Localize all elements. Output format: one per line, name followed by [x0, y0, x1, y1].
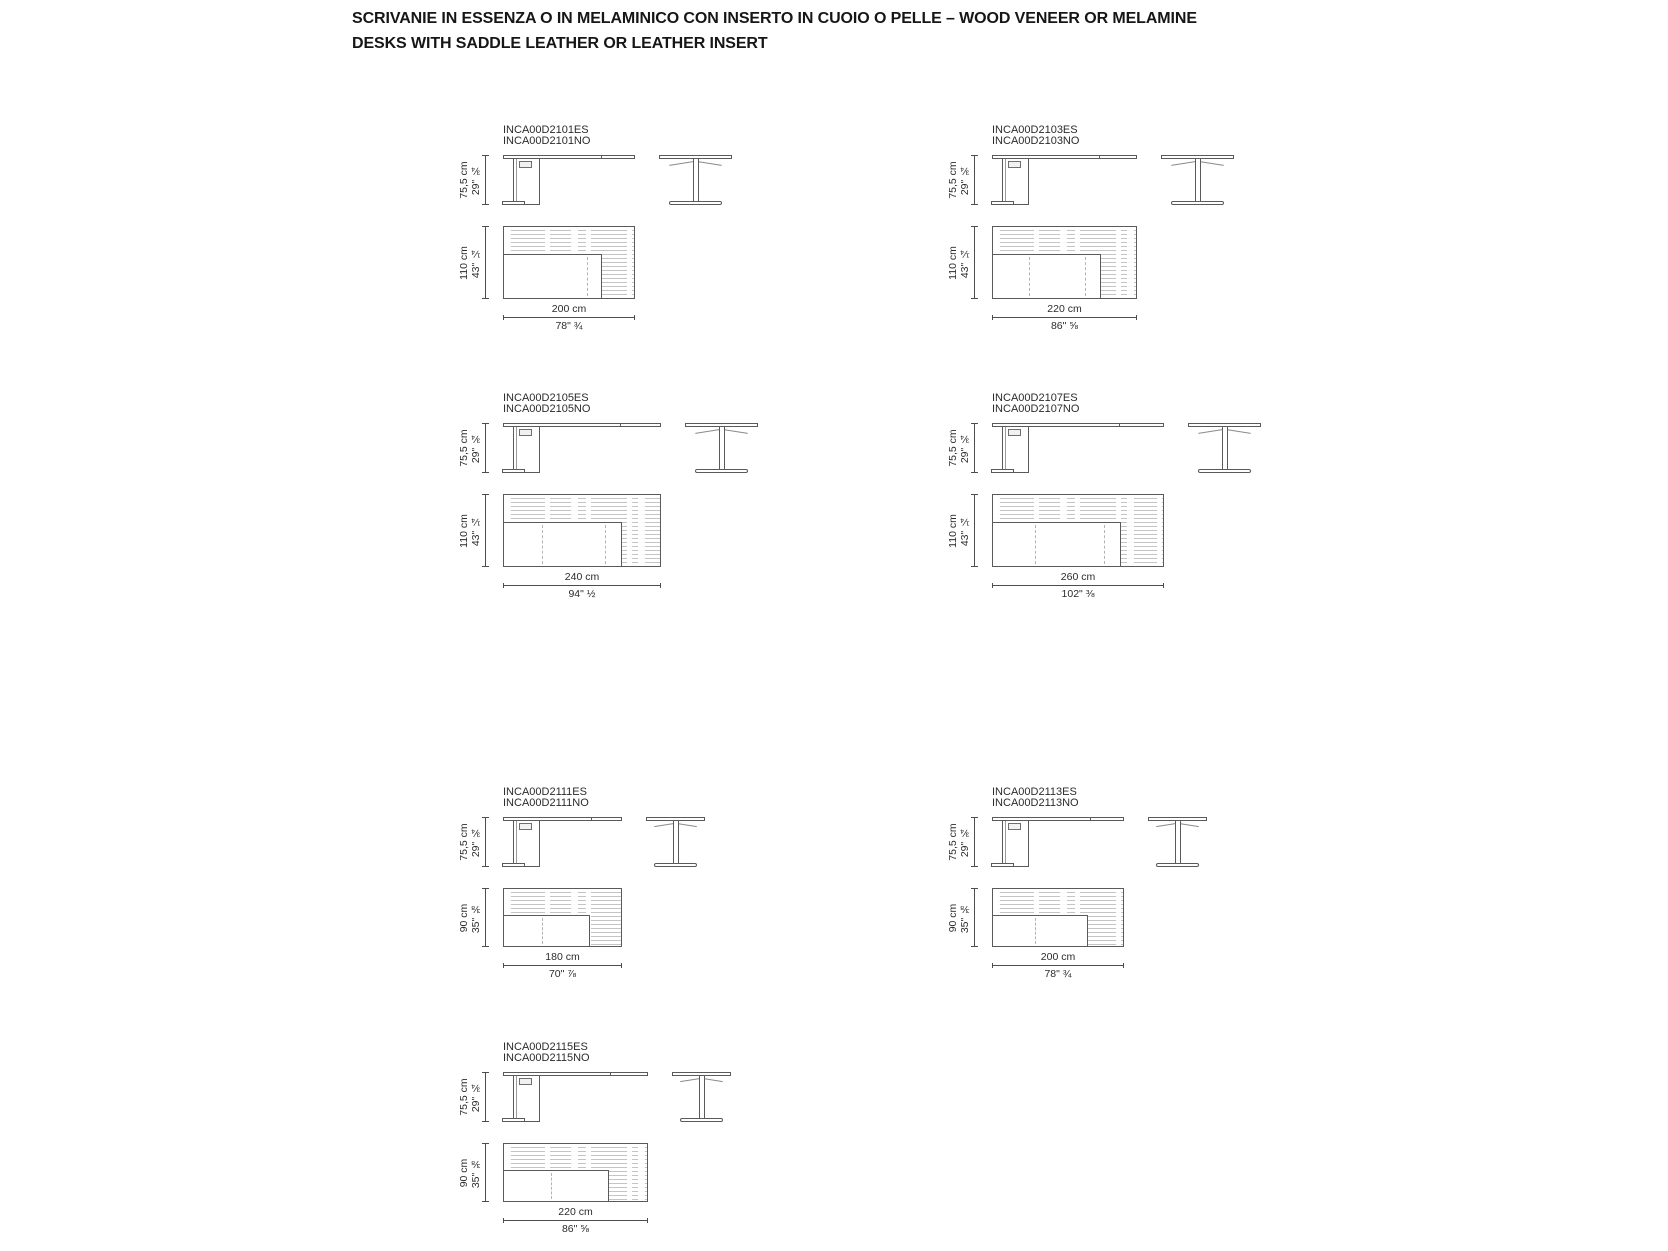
- drawer-divider-dashed-line: [1104, 525, 1105, 564]
- height-cm-label: 75,5 cm: [947, 823, 959, 861]
- desk-leg-panel: [1002, 821, 1029, 867]
- side-column: [693, 159, 699, 202]
- desk-leg-panel: [513, 821, 540, 867]
- side-strut-right: [703, 1078, 723, 1082]
- product-codes: [992, 787, 1124, 817]
- side-foot: [1171, 201, 1224, 205]
- height-dimension: [944, 155, 992, 205]
- depth-inch-label: 43" ¼: [470, 247, 482, 278]
- leather-insert-area: [503, 1170, 609, 1202]
- insert-seam-mark: [1119, 423, 1120, 427]
- dimension-line: [485, 817, 486, 867]
- leather-insert-area: [503, 522, 622, 567]
- side-column: [673, 821, 679, 864]
- front-elevation-row: [458, 423, 661, 473]
- desk-foot: [502, 1118, 525, 1122]
- side-strut-right: [697, 161, 722, 166]
- dimension-line: [485, 423, 486, 473]
- plan-view-row: [458, 888, 622, 947]
- dimension-line: [485, 226, 486, 299]
- product-code: INCA00D2107ES: [992, 392, 1078, 404]
- desk-plan-view: [503, 494, 661, 567]
- drawer-divider-dashed-line: [1035, 918, 1036, 944]
- insert-seam-mark: [1099, 155, 1100, 159]
- height-dimension: [944, 817, 992, 867]
- leather-insert-area: [503, 915, 590, 947]
- dimension-line: [485, 1072, 486, 1122]
- side-column: [1175, 821, 1181, 864]
- cable-slot: [519, 823, 532, 830]
- height-cm-label: 75,5 cm: [458, 429, 470, 467]
- desk-leg-panel: [513, 427, 540, 473]
- width-inch-label: 94" ½: [568, 588, 596, 600]
- depth-dimension: [944, 226, 992, 299]
- width-dimension: [992, 303, 1137, 332]
- depth-inch-label: 35" ⅜: [959, 902, 971, 933]
- drawer-divider-dashed-line: [1085, 257, 1086, 296]
- product-code: INCA00D2107NO: [992, 403, 1080, 415]
- height-dimension: [455, 1072, 503, 1122]
- height-cm-label: 75,5 cm: [458, 823, 470, 861]
- dimension-line: [992, 965, 1124, 966]
- drawer-divider-dashed-line: [542, 525, 543, 564]
- leather-insert-area: [992, 522, 1121, 567]
- drawer-divider-dashed-line: [587, 257, 588, 296]
- side-strut-left: [654, 823, 674, 827]
- height-inch-label: 29" ¾: [959, 432, 971, 464]
- cable-slot: [1008, 823, 1021, 830]
- side-column: [1222, 427, 1228, 470]
- width-dimension: [992, 951, 1124, 980]
- height-cm-label: 75,5 cm: [947, 161, 959, 199]
- front-elevation-row: [458, 1072, 648, 1122]
- width-cm-label: 220 cm: [1047, 303, 1082, 315]
- front-elevation-row: [947, 817, 1124, 867]
- dimension-line: [485, 1143, 486, 1202]
- desk-foot: [502, 469, 525, 473]
- desk-foot: [502, 201, 525, 205]
- desk-front-view: [503, 423, 661, 473]
- side-column: [1195, 159, 1201, 202]
- depth-dimension: [455, 1143, 503, 1202]
- product-block: [944, 787, 1124, 980]
- dimension-line: [974, 423, 975, 473]
- product-code: INCA00D2113ES: [992, 786, 1077, 798]
- desk-foot: [991, 201, 1014, 205]
- product-codes: [503, 1042, 648, 1072]
- leather-insert-area: [992, 915, 1088, 947]
- product-code: INCA00D2115NO: [503, 1052, 590, 1064]
- insert-seam-mark: [620, 423, 621, 427]
- desk-plan-view: [503, 1143, 648, 1202]
- product-code: INCA00D2105NO: [503, 403, 591, 415]
- depth-cm-label: 110 cm: [458, 513, 470, 548]
- drawer-divider-dashed-line: [542, 918, 543, 944]
- width-dimension: [992, 571, 1164, 600]
- dimension-line: [974, 817, 975, 867]
- cable-slot: [519, 1078, 532, 1085]
- plan-view-row: [458, 494, 661, 567]
- depth-inch-label: 35" ⅜: [470, 1157, 482, 1188]
- drawer-divider-dashed-line: [1035, 525, 1036, 564]
- depth-cm-label: 90 cm: [458, 1158, 470, 1187]
- desk-plan-view: [503, 888, 622, 947]
- width-cm-label: 200 cm: [551, 303, 587, 315]
- dimension-line: [485, 888, 486, 947]
- dimension-line: [974, 155, 975, 205]
- side-strut-left: [1198, 429, 1223, 434]
- side-strut-right: [1179, 823, 1199, 827]
- dimension-line: [974, 226, 975, 299]
- desk-plan-view: [992, 226, 1137, 299]
- height-dimension: [455, 817, 503, 867]
- product-code: INCA00D2103NO: [992, 135, 1080, 147]
- plan-view-row: [458, 1143, 648, 1202]
- product-code: INCA00D2101ES: [503, 124, 589, 136]
- insert-seam-mark: [610, 1072, 611, 1076]
- height-cm-label: 75,5 cm: [458, 161, 470, 199]
- dimension-line: [974, 494, 975, 567]
- insert-seam-mark: [591, 817, 592, 821]
- side-foot: [1156, 863, 1199, 867]
- product-codes: [992, 125, 1137, 155]
- desk-foot: [991, 863, 1014, 867]
- desk-side-view: [1161, 155, 1234, 205]
- insert-seam-mark: [1090, 817, 1091, 821]
- depth-cm-label: 110 cm: [458, 245, 470, 280]
- drawer-divider-dashed-line: [605, 525, 606, 564]
- depth-dimension: [944, 888, 992, 947]
- dimension-line: [503, 965, 622, 966]
- product-code: INCA00D2103ES: [992, 124, 1078, 136]
- side-foot: [654, 863, 697, 867]
- dimension-line: [485, 494, 486, 567]
- leather-insert-area: [992, 254, 1101, 299]
- depth-cm-label: 110 cm: [947, 513, 959, 548]
- depth-dimension: [455, 888, 503, 947]
- height-dimension: [455, 155, 503, 205]
- depth-inch-label: 43" ¼: [470, 515, 482, 546]
- depth-inch-label: 43" ¼: [959, 247, 971, 278]
- page-title-line-2: DESKS WITH SADDLE LEATHER OR LEATHER INSERT: [352, 35, 768, 52]
- depth-dimension: [455, 226, 503, 299]
- desk-foot: [502, 863, 525, 867]
- leather-insert-area: [503, 254, 602, 299]
- width-inch-label: 86" ⅝: [1050, 320, 1079, 332]
- product-block: [455, 787, 622, 980]
- height-inch-label: 29" ¾: [959, 164, 971, 196]
- side-column: [699, 1076, 705, 1119]
- width-cm-label: 240 cm: [564, 571, 600, 583]
- height-inch-label: 29" ¾: [470, 432, 482, 464]
- side-strut-left: [1156, 823, 1176, 827]
- insert-seam-mark: [601, 155, 602, 159]
- cable-slot: [1008, 161, 1021, 168]
- width-inch-label: 86" ⅝: [561, 1223, 590, 1235]
- desk-side-view: [1148, 817, 1207, 867]
- side-strut-left: [695, 429, 720, 434]
- side-strut-right: [1199, 161, 1224, 166]
- product-code: INCA00D2113NO: [992, 797, 1079, 809]
- plan-view-row: [458, 226, 635, 299]
- side-strut-left: [1171, 161, 1196, 166]
- side-strut-left: [669, 161, 694, 166]
- product-code: INCA00D2111ES: [503, 786, 587, 798]
- desk-plan-view: [992, 494, 1164, 567]
- desk-front-view: [992, 817, 1124, 867]
- front-elevation-row: [947, 155, 1137, 205]
- product-codes: [503, 125, 635, 155]
- width-cm-label: 220 cm: [558, 1206, 593, 1218]
- side-foot: [1198, 469, 1251, 473]
- side-strut-right: [677, 823, 697, 827]
- width-dimension: [503, 951, 622, 980]
- product-codes: [503, 393, 661, 423]
- desk-plan-view: [992, 888, 1124, 947]
- desk-front-view: [992, 423, 1164, 473]
- product-block: [455, 125, 635, 332]
- side-column: [719, 427, 725, 470]
- width-inch-label: 78" ¾: [1044, 968, 1072, 980]
- depth-inch-label: 43" ¼: [959, 515, 971, 546]
- depth-inch-label: 35" ⅜: [470, 902, 482, 933]
- height-dimension: [944, 423, 992, 473]
- desk-front-view: [503, 155, 635, 205]
- product-code: INCA00D2101NO: [503, 135, 591, 147]
- height-cm-label: 75,5 cm: [458, 1078, 470, 1116]
- product-block: [455, 1042, 648, 1235]
- desk-plan-view: [503, 226, 635, 299]
- desk-side-view: [685, 423, 758, 473]
- front-elevation-row: [458, 817, 622, 867]
- desk-front-view: [503, 1072, 648, 1122]
- width-dimension: [503, 1206, 648, 1235]
- dimension-line: [992, 585, 1164, 586]
- page-title-line-1: SCRIVANIE IN ESSENZA O IN MELAMINICO CON INSERTO IN CUOIO O PELLE – WOOD VENEER OR MELAMINE: [352, 10, 1197, 27]
- height-inch-label: 29" ¾: [959, 826, 971, 858]
- width-cm-label: 260 cm: [1060, 571, 1096, 583]
- width-dimension: [503, 571, 661, 600]
- plan-view-row: [947, 226, 1137, 299]
- plan-view-row: [947, 494, 1164, 567]
- side-strut-right: [723, 429, 748, 434]
- width-cm-label: 200 cm: [1040, 951, 1076, 963]
- desk-leg-panel: [1002, 159, 1029, 205]
- desk-side-view: [672, 1072, 731, 1122]
- product-block: [944, 393, 1164, 600]
- depth-dimension: [455, 494, 503, 567]
- dimension-line: [974, 888, 975, 947]
- drawer-divider-dashed-line: [1029, 257, 1030, 296]
- product-code: INCA00D2115ES: [503, 1041, 588, 1053]
- drawer-divider-dashed-line: [551, 1173, 552, 1199]
- desk-side-view: [659, 155, 732, 205]
- desk-side-view: [646, 817, 705, 867]
- cable-slot: [519, 429, 532, 436]
- width-inch-label: 102" ⅜: [1061, 588, 1095, 600]
- dimension-line: [503, 317, 635, 318]
- height-inch-label: 29" ¾: [470, 1081, 482, 1113]
- height-inch-label: 29" ¾: [470, 164, 482, 196]
- cable-slot: [519, 161, 532, 168]
- side-foot: [669, 201, 722, 205]
- dimension-line: [503, 585, 661, 586]
- width-cm-label: 180 cm: [545, 951, 580, 963]
- product-block: [944, 125, 1137, 332]
- depth-cm-label: 90 cm: [947, 903, 959, 932]
- width-dimension: [503, 303, 635, 332]
- product-code: INCA00D2105ES: [503, 392, 589, 404]
- desk-side-view: [1188, 423, 1261, 473]
- desk-leg-panel: [513, 159, 540, 205]
- page-title: [352, 6, 1197, 56]
- dimension-line: [485, 155, 486, 205]
- height-cm-label: 75,5 cm: [947, 429, 959, 467]
- desk-front-view: [992, 155, 1137, 205]
- front-elevation-row: [947, 423, 1164, 473]
- desk-leg-panel: [513, 1076, 540, 1122]
- dimension-line: [992, 317, 1137, 318]
- width-inch-label: 78" ¾: [555, 320, 583, 332]
- product-block: [455, 393, 661, 600]
- product-codes: [992, 393, 1164, 423]
- product-codes: [503, 787, 622, 817]
- cable-slot: [1008, 429, 1021, 436]
- height-dimension: [455, 423, 503, 473]
- depth-dimension: [944, 494, 992, 567]
- depth-cm-label: 90 cm: [458, 903, 470, 932]
- depth-cm-label: 110 cm: [947, 245, 959, 280]
- front-elevation-row: [458, 155, 635, 205]
- desk-foot: [991, 469, 1014, 473]
- side-strut-right: [1226, 429, 1251, 434]
- height-inch-label: 29" ¾: [470, 826, 482, 858]
- side-foot: [695, 469, 748, 473]
- side-strut-left: [680, 1078, 700, 1082]
- side-foot: [680, 1118, 723, 1122]
- width-inch-label: 70" ⅞: [548, 968, 577, 980]
- plan-view-row: [947, 888, 1124, 947]
- desk-leg-panel: [1002, 427, 1029, 473]
- desk-front-view: [503, 817, 622, 867]
- dimension-line: [503, 1220, 648, 1221]
- product-code: INCA00D2111NO: [503, 797, 589, 809]
